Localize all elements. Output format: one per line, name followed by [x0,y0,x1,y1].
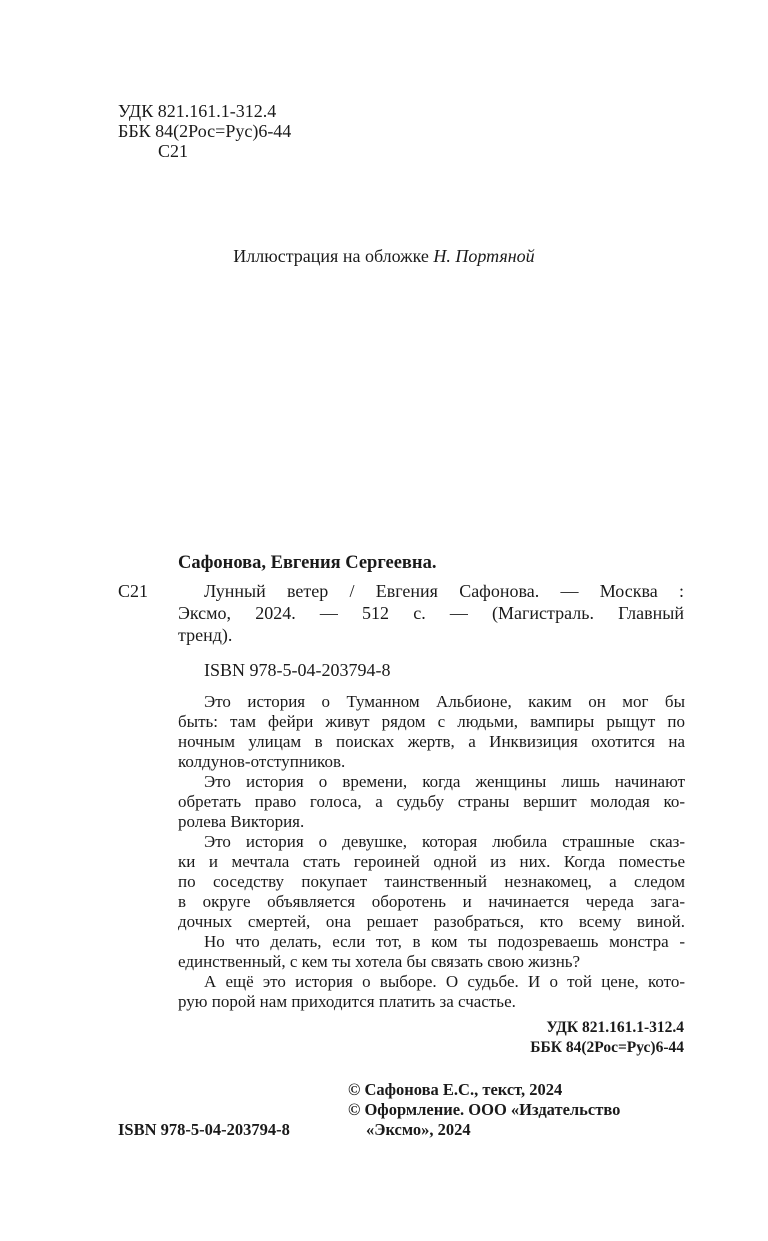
illustration-credit [0,245,768,267]
record-title-block [178,580,684,646]
record-isbn: ISBN 978-5-04-203794-8 [204,660,391,680]
footer-classification [530,1018,684,1058]
annotation-line: ночным улицам в поисках жертв, а Инквизиция охотится на [178,732,685,751]
illustration-label: Иллюстрация на обложке [233,246,429,266]
annotation-line: в округе объявляется оборотень и начинается череда зага- [178,892,685,911]
bbk-code: ББК 84(2Рос=Рус)6-44 [118,121,292,141]
annotation-line: Это история о девушке, которая любила страшные сказ- [204,832,685,851]
copyright-line: © Сафонова Е.С., текст, 2024 [348,1080,563,1099]
author-sign: С21 [158,141,189,161]
footer-bbk: ББК 84(2Рос=Рус)6-44 [530,1039,684,1056]
footer-udk: УДК 821.161.1-312.4 [546,1019,684,1036]
annotation [178,692,685,1012]
annotation-line: Это история о Туманном Альбионе, каким он мог бы [204,692,685,711]
annotation-line: единственный, с кем ты хотела бы связать свою жизнь? [178,952,581,971]
annotation-line: ролева Виктория. [178,812,305,831]
annotation-line: рую порой нам приходится платить за счастье. [178,992,516,1011]
annotation-line: Но что делать, если тот, в ком ты подозреваешь монстра - [204,932,685,951]
copyright-line: © Оформление. ООО «Издательство [348,1100,621,1119]
annotation-line: А ещё это история о выборе. О судьбе. И о той цене, кото- [204,972,685,991]
annotation-paragraph [178,972,685,1012]
footer-isbn: ISBN 978-5-04-203794-8 [118,1120,290,1139]
annotation-line: колдунов-отступников. [178,752,346,771]
annotation-line: быть: там фейри живут рядом с людьми, вампиры рыщут по [178,712,685,731]
annotation-line: ки и мечтала стать героиней одной из них. Когда поместье [178,852,685,871]
record-author: Сафонова, Евгения Сергеевна. [178,553,437,573]
annotation-paragraph [178,772,685,832]
annotation-paragraph [178,692,685,772]
copyright-block [348,1080,620,1140]
record-title-line: Лунный ветер / Евгения Сафонова. — Москва : [204,581,684,601]
annotation-line: обретать право голоса, а судьбу страны вершит молодая ко- [178,792,685,811]
record-title-line: Эксмо, 2024. — 512 с. — (Магистраль. Главный [178,603,684,623]
udk-code: УДК 821.161.1-312.4 [118,101,277,121]
classification-block [118,101,291,161]
annotation-line: дочных смертей, она решает разобраться, кто всему виной. [178,912,685,931]
illustration-artist: Н. Портяной [433,246,535,266]
record-code: С21 [118,581,149,601]
annotation-paragraph [178,932,685,972]
annotation-line: Это история о времени, когда женщины лишь начинают [204,772,685,791]
copyright-line: «Эксмо», 2024 [366,1120,471,1139]
record-title-line: тренд). [178,625,233,645]
annotation-paragraph [178,832,685,932]
annotation-line: по соседству покупает таинственный незнакомец, а следом [178,872,685,891]
